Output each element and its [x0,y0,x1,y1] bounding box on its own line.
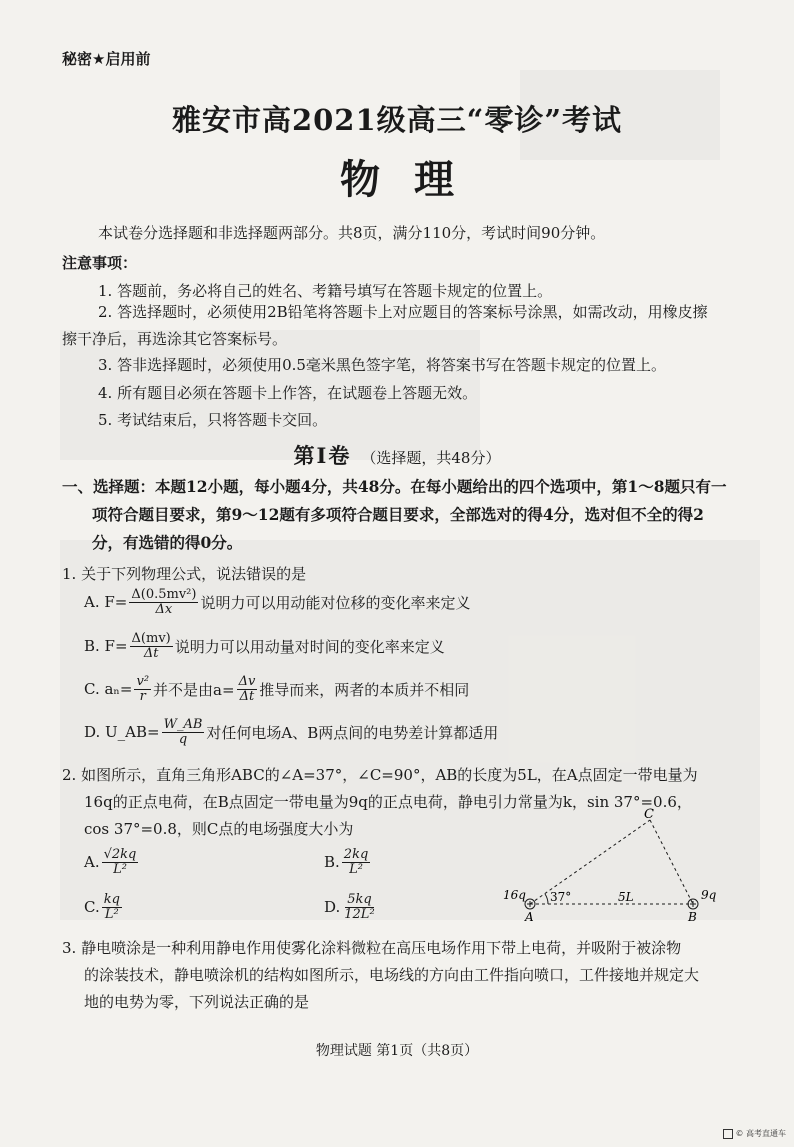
option-prefix: B. [324,853,340,872]
notice-item-continued: 擦干净后，再选涂其它答案标号。 [62,330,288,348]
fraction [162,718,205,746]
notice-item: 5. 考试结束后，只将答题卡交回。 [98,411,328,429]
label-a: A [525,910,534,923]
fraction [237,675,258,703]
option-prefix: D. U_AB= [84,723,160,742]
option-prefix: C. aₙ= [84,680,133,699]
triangle-figure [500,808,730,923]
numerator: Δv [238,674,256,689]
fraction [130,632,173,660]
watermark [723,1128,786,1139]
notice-item: 1. 答题前，务必将自己的姓名、考籍号填写在答题卡规定的位置上。 [98,282,553,300]
q1-option-a [84,588,470,616]
side-cb [650,820,693,904]
section-title: 第Ⅰ卷 [293,443,352,468]
denominator: Δt [143,645,159,661]
question-2-stem: 2. 如图所示，直角三角形ABC的∠A=37°，∠C=90°，AB的长度为5L，在A点固定一带电量为 [62,766,698,784]
fraction [342,893,376,921]
numerator: kq [103,892,120,907]
charge-a-label: 16q [503,888,526,902]
fraction [102,848,139,876]
denominator: Δt [239,688,255,704]
option-prefix: A. F= [84,593,128,612]
q2-option-c [84,893,124,921]
denominator: r [139,688,146,704]
instruction-line: 一、选择题：本题12小题，每小题4分，共48分。在每小题给出的四个选项中，第1～8题只有一 [62,477,727,496]
numerator: Δ(0.5mv²) [131,587,197,602]
confidential-label: 秘密★启用前 [62,50,151,68]
fraction [342,848,370,876]
denominator: L² [113,861,127,877]
fraction [102,893,122,921]
numerator: v² [136,674,150,689]
option-prefix: B. F= [84,637,128,656]
option-text: 并不是由a= [153,680,235,699]
option-prefix: D. [324,898,341,917]
notice-item: 3. 答非选择题时，必须使用0.5毫米黑色签字笔，将答案书写在答题卡规定的位置上。 [98,356,666,374]
watermark-text: © 高考直通车 [735,1129,786,1138]
question-3-stem: 3. 静电喷涂是一种利用静电作用使雾化涂料微粒在高压电场作用下带上电荷，并吸附于被涂物 [62,939,682,957]
angle-arc [545,894,548,904]
notice-item: 4. 所有题目必须在答题卡上作答，在试题卷上答题无效。 [98,384,478,402]
option-prefix: A. [84,853,100,872]
q1-option-b [84,632,445,660]
option-prefix: C. [84,898,100,917]
notice-heading: 注意事项： [62,254,138,272]
option-text: 推导而来，两者的本质并不相同 [259,680,470,699]
question-3-stem: 的涂装技术，静电喷涂机的结构如图所示，电场线的方向由工件指向喷口，工件接地并规定大 [84,966,700,984]
q1-option-d [84,718,498,746]
numerator: 2kq [343,847,369,862]
numerator: √2kq [103,847,137,862]
question-2-stem: 16q的正点电荷，在B点固定一带电量为9q的正点电荷，静电引力常量为k，sin 37°=0.6， [84,793,692,811]
fraction [129,588,198,616]
subject-title: 物理 [340,156,488,203]
option-text: 对任何电场A、B两点间的电势差计算都适用 [206,723,499,742]
label-b: B [688,910,697,923]
denominator: Δx [155,601,173,617]
q2-option-b [324,848,372,876]
denominator: L² [349,861,363,877]
denominator: L² [104,906,119,922]
q2-option-a [84,848,140,876]
angle-label: 37° [550,890,572,904]
instruction-line: 项符合题目要求，第9～12题有多项符合题目要求，全部选对的得4分，选对但不全的得2 [92,505,704,524]
numerator: 5kq [347,892,372,907]
q2-option-d [324,893,379,921]
fraction [134,675,151,703]
q1-option-c [84,675,469,703]
instruction-line: 分，有选错的得0分。 [92,533,243,552]
question-3-stem: 地的电势为零，下列说法正确的是 [84,993,310,1011]
intro-text: 本试卷分选择题和非选择题两部分。共8页，满分110分，考试时间90分钟。 [98,224,606,242]
section-subtitle: （选择题，共48分） [361,449,501,467]
question-2-stem: cos 37°=0.8，则C点的电场强度大小为 [84,820,354,838]
label-c: C [644,808,654,822]
denominator: q [178,731,188,747]
notice-item: 2. 答选择题时，必须使用2B铅笔将答题卡上对应题目的答案标号涂黑，如需改动，用橡皮擦 [98,303,708,321]
option-text: 说明力可以用动能对位移的变化率来定义 [200,593,471,612]
section-header [0,440,794,470]
exam-title: 雅安市高2021级高三“零诊”考试 [171,103,623,137]
numerator: W_AB [163,717,203,732]
length-label: 5L [618,890,634,904]
denominator: 12L² [344,906,375,922]
page-footer: 物理试题 第1页（共8页） [315,1043,479,1059]
watermark-logo-icon [723,1129,733,1139]
option-text: 说明力可以用动量对时间的变化率来定义 [174,637,445,656]
question-1-stem: 1. 关于下列物理公式，说法错误的是 [62,565,307,583]
charge-b-label: 9q [701,888,717,902]
numerator: Δ(mv) [131,631,171,646]
